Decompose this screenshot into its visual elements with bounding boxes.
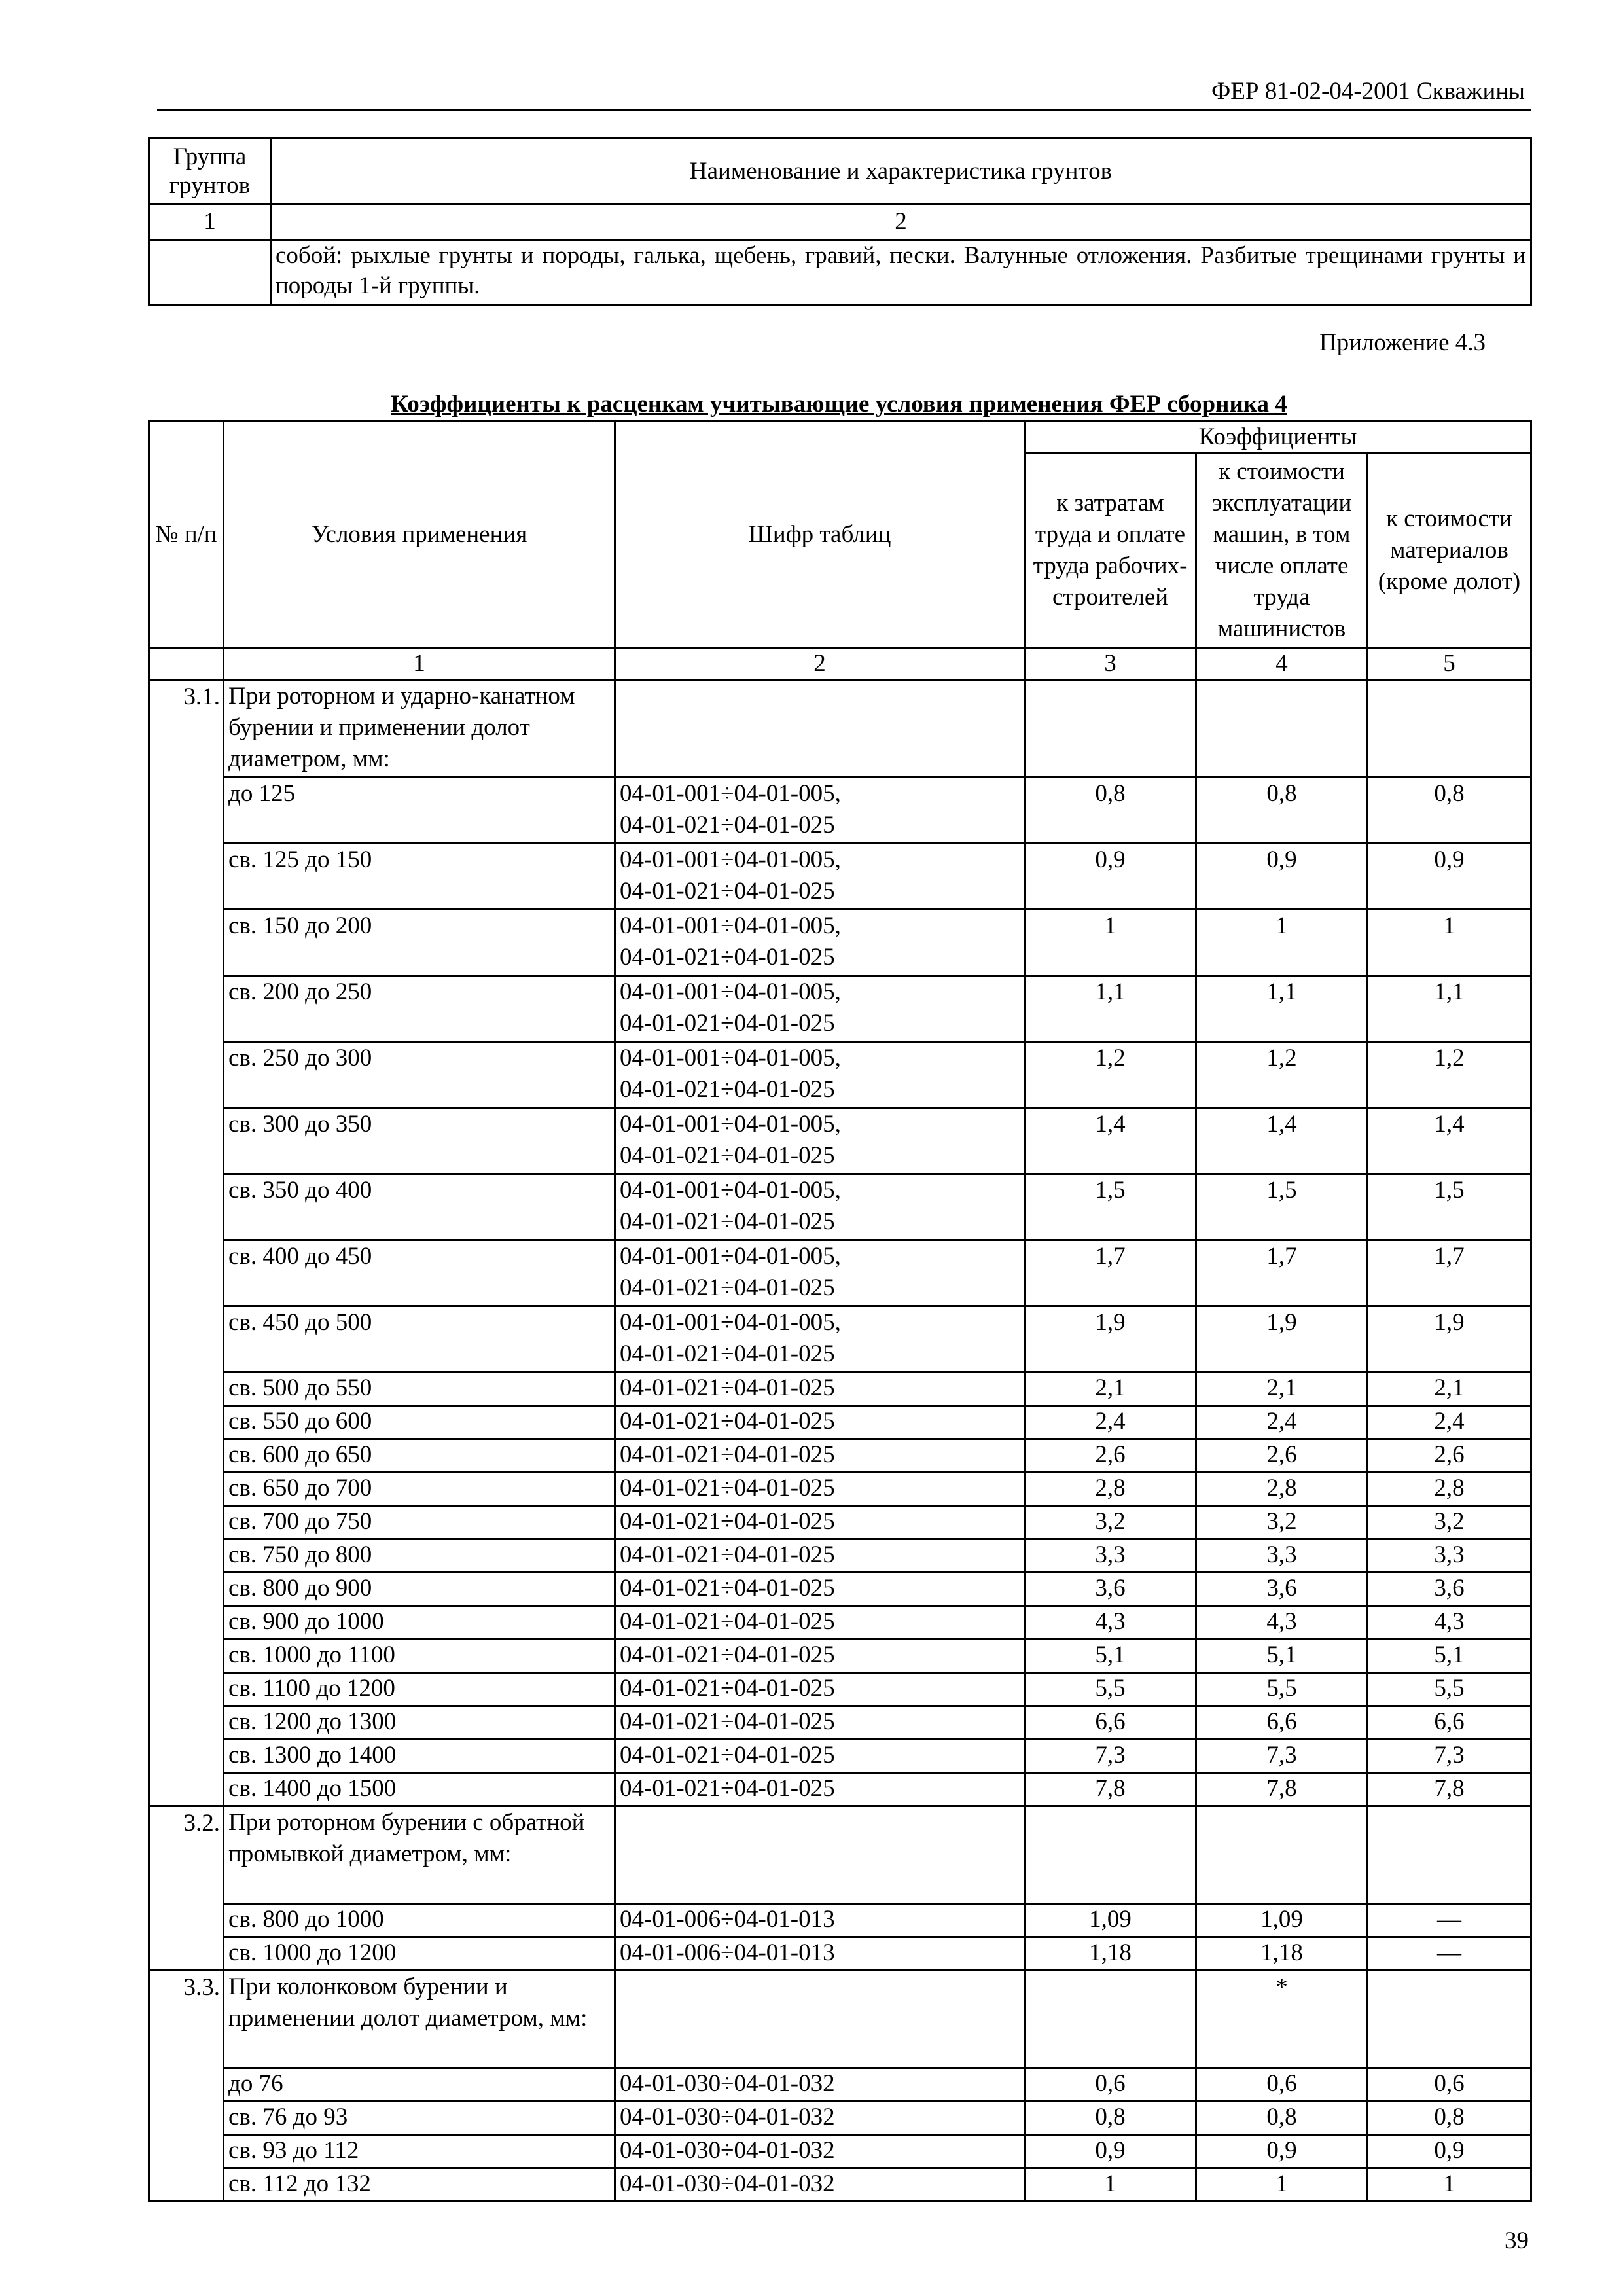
cipher-cell — [615, 1640, 1025, 1673]
machines-coef-cell: 0,9 — [1196, 2135, 1368, 2168]
section-materials-empty — [1368, 680, 1531, 778]
table-row — [149, 1372, 1531, 1406]
cipher-line-1: 04-01-021÷04-01-025 — [620, 1374, 835, 1401]
table-row — [149, 1937, 1531, 1971]
running-header — [157, 73, 1531, 111]
cipher-cell — [615, 1108, 1025, 1174]
condition-cell: св. 350 до 400 — [224, 1174, 615, 1240]
section-materials-empty — [1368, 1806, 1531, 1904]
machines-coef-cell: 1,5 — [1196, 1174, 1368, 1240]
labor-coef-cell: 2,1 — [1025, 1372, 1196, 1406]
cipher-line-1: 04-01-006÷04-01-013 — [620, 1906, 835, 1933]
table-row — [149, 910, 1531, 976]
labor-coef-cell: 1,18 — [1025, 1937, 1196, 1971]
cipher-cell — [615, 1306, 1025, 1372]
materials-coef-cell: 2,4 — [1368, 1406, 1531, 1439]
cipher-line-1: 04-01-021÷04-01-025 — [620, 1475, 835, 1501]
machines-coef-cell: 3,6 — [1196, 1573, 1368, 1606]
soil-description-cell: собой: рыхлые грунты и породы, галька, щебень, гравий, пески. Валунные отложения. Разбитые трещинами грунты и породы 1-й группы. — [271, 240, 1531, 306]
condition-cell: св. 76 до 93 — [224, 2102, 615, 2135]
materials-coef-cell: 3,3 — [1368, 1539, 1531, 1573]
table-row — [149, 1740, 1531, 1773]
document-title: ФЕР 81-02-04-2001 Скважины — [1211, 78, 1525, 105]
condition-cell: св. 1400 до 1500 — [224, 1773, 615, 1806]
soil-table-header-row — [149, 139, 1531, 204]
cipher-line-1: 04-01-006÷04-01-013 — [620, 1939, 835, 1966]
table-row — [149, 844, 1531, 910]
cipher-cell — [615, 1439, 1025, 1473]
cipher-cell — [615, 1539, 1025, 1573]
labor-coef-cell: 1,4 — [1025, 1108, 1196, 1174]
cipher-line-2: 04-01-021÷04-01-025 — [620, 1142, 835, 1169]
cipher-line-1: 04-01-021÷04-01-025 — [620, 1775, 835, 1802]
labor-coef-cell: 4,3 — [1025, 1606, 1196, 1640]
materials-coef-cell: 1,5 — [1368, 1174, 1531, 1240]
header-materials: к стоимости материалов (кроме долот) — [1368, 454, 1531, 648]
labor-coef-cell: 1,7 — [1025, 1240, 1196, 1306]
condition-cell: св. 400 до 450 — [224, 1240, 615, 1306]
materials-coef-cell: 3,6 — [1368, 1573, 1531, 1606]
cipher-line-1: 04-01-021÷04-01-025 — [620, 1641, 835, 1668]
cipher-cell — [615, 910, 1025, 976]
section-title: При колонковом бурении и применении долот диаметром, мм: — [224, 1971, 615, 2068]
machines-coef-cell: 0,8 — [1196, 2102, 1368, 2135]
machines-coef-cell: 1,9 — [1196, 1306, 1368, 1372]
cipher-line-1: 04-01-021÷04-01-025 — [620, 1608, 835, 1635]
materials-coef-cell: 0,8 — [1368, 2102, 1531, 2135]
cipher-line-1: 04-01-001÷04-01-005, — [620, 1177, 841, 1204]
machines-coef-cell: 0,6 — [1196, 2068, 1368, 2102]
machines-coef-cell: 4,3 — [1196, 1606, 1368, 1640]
labor-coef-cell: 1,9 — [1025, 1306, 1196, 1372]
cipher-line-1: 04-01-001÷04-01-005, — [620, 1243, 841, 1270]
labor-coef-cell: 1 — [1025, 910, 1196, 976]
machines-coef-cell: 2,1 — [1196, 1372, 1368, 1406]
labor-coef-cell: 1,2 — [1025, 1042, 1196, 1108]
table-row — [149, 2168, 1531, 2202]
labor-coef-cell: 3,3 — [1025, 1539, 1196, 1573]
condition-cell: св. 1000 до 1100 — [224, 1640, 615, 1673]
machines-coef-cell: 1,18 — [1196, 1937, 1368, 1971]
condition-cell: св. 900 до 1000 — [224, 1606, 615, 1640]
cipher-line-1: 04-01-021÷04-01-025 — [620, 1675, 835, 1702]
cipher-line-1: 04-01-030÷04-01-032 — [620, 2137, 835, 2164]
cipher-cell — [615, 1740, 1025, 1773]
condition-cell: св. 500 до 550 — [224, 1372, 615, 1406]
machines-coef-cell: 1,7 — [1196, 1240, 1368, 1306]
condition-cell: св. 93 до 112 — [224, 2135, 615, 2168]
machines-coef-cell: 1,09 — [1196, 1904, 1368, 1937]
condition-cell: св. 650 до 700 — [224, 1473, 615, 1506]
materials-coef-cell: 0,9 — [1368, 2135, 1531, 2168]
section-machines-note: * — [1196, 1971, 1368, 2068]
machines-coef-cell: 2,8 — [1196, 1473, 1368, 1506]
section-title-row — [149, 680, 1531, 778]
condition-cell: св. 550 до 600 — [224, 1406, 615, 1439]
labor-coef-cell: 1,5 — [1025, 1174, 1196, 1240]
table-row — [149, 2068, 1531, 2102]
section-number: 3.1. — [149, 680, 224, 1806]
column-number-1: 1 — [224, 648, 615, 680]
materials-coef-cell: 1,4 — [1368, 1108, 1531, 1174]
cipher-line-1: 04-01-021÷04-01-025 — [620, 1508, 835, 1535]
materials-coef-cell: 7,8 — [1368, 1773, 1531, 1806]
materials-coef-cell: — — [1368, 1937, 1531, 1971]
soil-col-name-header: Наименование и характеристика грунтов — [271, 139, 1531, 204]
cipher-line-1: 04-01-021÷04-01-025 — [620, 1441, 835, 1468]
section-title-row — [149, 1971, 1531, 2068]
condition-cell: св. 1000 до 1200 — [224, 1937, 615, 1971]
materials-coef-cell: 7,3 — [1368, 1740, 1531, 1773]
condition-cell: св. 600 до 650 — [224, 1439, 615, 1473]
cipher-line-1: 04-01-001÷04-01-005, — [620, 1045, 841, 1071]
column-number-blank — [149, 648, 224, 680]
labor-coef-cell: 0,8 — [1025, 778, 1196, 844]
cipher-line-1: 04-01-001÷04-01-005, — [620, 978, 841, 1005]
appendix-label: Приложение 4.3 — [1319, 329, 1486, 356]
machines-coef-cell: 7,8 — [1196, 1773, 1368, 1806]
column-number-4: 4 — [1196, 648, 1368, 680]
condition-cell: св. 112 до 132 — [224, 2168, 615, 2202]
cipher-line-2: 04-01-021÷04-01-025 — [620, 812, 835, 838]
cipher-line-1: 04-01-001÷04-01-005, — [620, 912, 841, 939]
table-row — [149, 2102, 1531, 2135]
coef-column-numbers-row — [149, 648, 1531, 680]
labor-coef-cell: 7,8 — [1025, 1773, 1196, 1806]
cipher-line-2: 04-01-021÷04-01-025 — [620, 1274, 835, 1301]
header-labor: к затратам труда и оплате труда рабочих-строителей — [1025, 454, 1196, 648]
cipher-cell — [615, 1406, 1025, 1439]
table-row — [149, 1673, 1531, 1706]
machines-coef-cell: 3,3 — [1196, 1539, 1368, 1573]
condition-cell: св. 200 до 250 — [224, 976, 615, 1042]
condition-cell: св. 150 до 200 — [224, 910, 615, 976]
header-num: № п/п — [149, 422, 224, 648]
machines-coef-cell: 0,9 — [1196, 844, 1368, 910]
cipher-line-1: 04-01-021÷04-01-025 — [620, 1708, 835, 1735]
table-row — [149, 1606, 1531, 1640]
cipher-cell — [615, 2068, 1025, 2102]
coef-table-title-text: Коэффициенты к расценкам учитывающие условия применения ФЕР сборника 4 — [391, 391, 1287, 418]
cipher-line-1: 04-01-001÷04-01-005, — [620, 780, 841, 807]
coef-table-title — [148, 390, 1530, 418]
condition-cell: св. 450 до 500 — [224, 1306, 615, 1372]
table-row — [149, 1904, 1531, 1937]
machines-coef-cell: 1,4 — [1196, 1108, 1368, 1174]
soil-groups-table — [148, 137, 1532, 306]
materials-coef-cell: 2,8 — [1368, 1473, 1531, 1506]
condition-cell: св. 800 до 1000 — [224, 1904, 615, 1937]
soil-table-row — [149, 240, 1531, 306]
cipher-line-2: 04-01-021÷04-01-025 — [620, 878, 835, 905]
section-number: 3.3. — [149, 1971, 224, 2202]
table-row — [149, 1640, 1531, 1673]
materials-coef-cell: 1 — [1368, 910, 1531, 976]
labor-coef-cell: 1,1 — [1025, 976, 1196, 1042]
cipher-cell — [615, 1473, 1025, 1506]
header-coefficients: Коэффициенты — [1025, 422, 1531, 454]
materials-coef-cell: 6,6 — [1368, 1706, 1531, 1740]
soil-col-group-header: Группа грунтов — [149, 139, 271, 204]
table-row — [149, 778, 1531, 844]
labor-coef-cell: 0,6 — [1025, 2068, 1196, 2102]
cipher-line-1: 04-01-021÷04-01-025 — [620, 1575, 835, 1602]
cipher-line-1: 04-01-001÷04-01-005, — [620, 1111, 841, 1138]
page-number: 39 — [1505, 2227, 1529, 2254]
cipher-line-1: 04-01-030÷04-01-032 — [620, 2170, 835, 2197]
table-row — [149, 1539, 1531, 1573]
machines-coef-cell: 2,4 — [1196, 1406, 1368, 1439]
condition-cell: св. 800 до 900 — [224, 1573, 615, 1606]
cipher-cell — [615, 1174, 1025, 1240]
soil-col-number-1: 1 — [149, 204, 271, 240]
machines-coef-cell: 5,5 — [1196, 1673, 1368, 1706]
labor-coef-cell: 5,5 — [1025, 1673, 1196, 1706]
section-labor-empty — [1025, 1971, 1196, 2068]
table-row — [149, 1174, 1531, 1240]
cipher-cell — [615, 1773, 1025, 1806]
cipher-cell — [615, 1937, 1025, 1971]
condition-cell: св. 300 до 350 — [224, 1108, 615, 1174]
condition-cell: св. 125 до 150 — [224, 844, 615, 910]
condition-cell: св. 750 до 800 — [224, 1539, 615, 1573]
materials-coef-cell: 0,9 — [1368, 844, 1531, 910]
section-title-row — [149, 1806, 1531, 1904]
cipher-cell — [615, 1372, 1025, 1406]
cipher-cell — [615, 1240, 1025, 1306]
machines-coef-cell: 1,2 — [1196, 1042, 1368, 1108]
materials-coef-cell: 0,6 — [1368, 2068, 1531, 2102]
machines-coef-cell: 1 — [1196, 2168, 1368, 2202]
table-row — [149, 2135, 1531, 2168]
table-row — [149, 1108, 1531, 1174]
section-title: При роторном бурении с обратной промывкой диаметром, мм: — [224, 1806, 615, 1904]
cipher-cell — [615, 1506, 1025, 1539]
cipher-line-2: 04-01-021÷04-01-025 — [620, 944, 835, 971]
labor-coef-cell: 2,8 — [1025, 1473, 1196, 1506]
condition-cell: до 76 — [224, 2068, 615, 2102]
labor-coef-cell: 2,4 — [1025, 1406, 1196, 1439]
materials-coef-cell: — — [1368, 1904, 1531, 1937]
table-row — [149, 1506, 1531, 1539]
labor-coef-cell: 0,9 — [1025, 2135, 1196, 2168]
labor-coef-cell: 0,8 — [1025, 2102, 1196, 2135]
materials-coef-cell: 1,2 — [1368, 1042, 1531, 1108]
cipher-cell — [615, 2102, 1025, 2135]
condition-cell: до 125 — [224, 778, 615, 844]
labor-coef-cell: 0,9 — [1025, 844, 1196, 910]
coef-header-row-1 — [149, 422, 1531, 454]
condition-cell: св. 1200 до 1300 — [224, 1706, 615, 1740]
labor-coef-cell: 1 — [1025, 2168, 1196, 2202]
cipher-cell — [615, 1573, 1025, 1606]
section-materials-empty — [1368, 1971, 1531, 2068]
materials-coef-cell: 1,1 — [1368, 976, 1531, 1042]
condition-cell: св. 700 до 750 — [224, 1506, 615, 1539]
section-number: 3.2. — [149, 1806, 224, 1971]
section-title: При роторном и ударно-канатном бурении и применении долот диаметром, мм: — [224, 680, 615, 778]
table-row — [149, 1439, 1531, 1473]
machines-coef-cell: 1,1 — [1196, 976, 1368, 1042]
materials-coef-cell: 2,6 — [1368, 1439, 1531, 1473]
cipher-line-1: 04-01-021÷04-01-025 — [620, 1408, 835, 1435]
cipher-cell — [615, 2135, 1025, 2168]
cipher-cell — [615, 1673, 1025, 1706]
soil-group-cell — [149, 240, 271, 306]
soil-col-number-2: 2 — [271, 204, 1531, 240]
materials-coef-cell: 3,2 — [1368, 1506, 1531, 1539]
table-row — [149, 1306, 1531, 1372]
materials-coef-cell: 2,1 — [1368, 1372, 1531, 1406]
labor-coef-cell: 7,3 — [1025, 1740, 1196, 1773]
labor-coef-cell: 3,6 — [1025, 1573, 1196, 1606]
cipher-cell — [615, 2168, 1025, 2202]
cipher-cell — [615, 1904, 1025, 1937]
section-labor-empty — [1025, 680, 1196, 778]
table-row — [149, 1706, 1531, 1740]
cipher-line-2: 04-01-021÷04-01-025 — [620, 1208, 835, 1235]
cipher-cell — [615, 1606, 1025, 1640]
cipher-line-1: 04-01-001÷04-01-005, — [620, 846, 841, 873]
section-cipher-empty — [615, 1806, 1025, 1904]
machines-coef-cell: 2,6 — [1196, 1439, 1368, 1473]
cipher-cell — [615, 778, 1025, 844]
header-cipher: Шифр таблиц — [615, 422, 1025, 648]
condition-cell: св. 1300 до 1400 — [224, 1740, 615, 1773]
machines-coef-cell: 5,1 — [1196, 1640, 1368, 1673]
table-row — [149, 1773, 1531, 1806]
table-row — [149, 1473, 1531, 1506]
cipher-cell — [615, 1706, 1025, 1740]
labor-coef-cell: 5,1 — [1025, 1640, 1196, 1673]
labor-coef-cell: 3,2 — [1025, 1506, 1196, 1539]
header-machines: к стоимости эксплуатации машин, в том числе оплате труда машинистов — [1196, 454, 1368, 648]
table-row — [149, 1406, 1531, 1439]
coefficients-table — [148, 420, 1532, 2202]
machines-coef-cell: 1 — [1196, 910, 1368, 976]
materials-coef-cell: 0,8 — [1368, 778, 1531, 844]
labor-coef-cell: 2,6 — [1025, 1439, 1196, 1473]
machines-coef-cell: 3,2 — [1196, 1506, 1368, 1539]
table-row — [149, 1042, 1531, 1108]
table-row — [149, 976, 1531, 1042]
header-conditions: Условия применения — [224, 422, 615, 648]
cipher-line-1: 04-01-030÷04-01-032 — [620, 2104, 835, 2130]
condition-cell: св. 1100 до 1200 — [224, 1673, 615, 1706]
cipher-line-2: 04-01-021÷04-01-025 — [620, 1340, 835, 1367]
section-machines-note — [1196, 1806, 1368, 1904]
cipher-line-2: 04-01-021÷04-01-025 — [620, 1076, 835, 1103]
cipher-line-1: 04-01-030÷04-01-032 — [620, 2070, 835, 2097]
section-cipher-empty — [615, 1971, 1025, 2068]
materials-coef-cell: 1 — [1368, 2168, 1531, 2202]
cipher-line-2: 04-01-021÷04-01-025 — [620, 1010, 835, 1037]
machines-coef-cell: 7,3 — [1196, 1740, 1368, 1773]
column-number-5: 5 — [1368, 648, 1531, 680]
column-number-3: 3 — [1025, 648, 1196, 680]
cipher-cell — [615, 1042, 1025, 1108]
cipher-cell — [615, 844, 1025, 910]
materials-coef-cell: 1,9 — [1368, 1306, 1531, 1372]
section-machines-note — [1196, 680, 1368, 778]
cipher-line-1: 04-01-001÷04-01-005, — [620, 1309, 841, 1336]
table-row — [149, 1240, 1531, 1306]
cipher-line-1: 04-01-021÷04-01-025 — [620, 1742, 835, 1768]
section-cipher-empty — [615, 680, 1025, 778]
machines-coef-cell: 6,6 — [1196, 1706, 1368, 1740]
materials-coef-cell: 5,1 — [1368, 1640, 1531, 1673]
cipher-line-1: 04-01-021÷04-01-025 — [620, 1541, 835, 1568]
labor-coef-cell: 1,09 — [1025, 1904, 1196, 1937]
materials-coef-cell: 5,5 — [1368, 1673, 1531, 1706]
labor-coef-cell: 6,6 — [1025, 1706, 1196, 1740]
cipher-cell — [615, 976, 1025, 1042]
materials-coef-cell: 4,3 — [1368, 1606, 1531, 1640]
condition-cell: св. 250 до 300 — [224, 1042, 615, 1108]
soil-table-number-row — [149, 204, 1531, 240]
column-number-2: 2 — [615, 648, 1025, 680]
table-row — [149, 1573, 1531, 1606]
materials-coef-cell: 1,7 — [1368, 1240, 1531, 1306]
section-labor-empty — [1025, 1806, 1196, 1904]
machines-coef-cell: 0,8 — [1196, 778, 1368, 844]
